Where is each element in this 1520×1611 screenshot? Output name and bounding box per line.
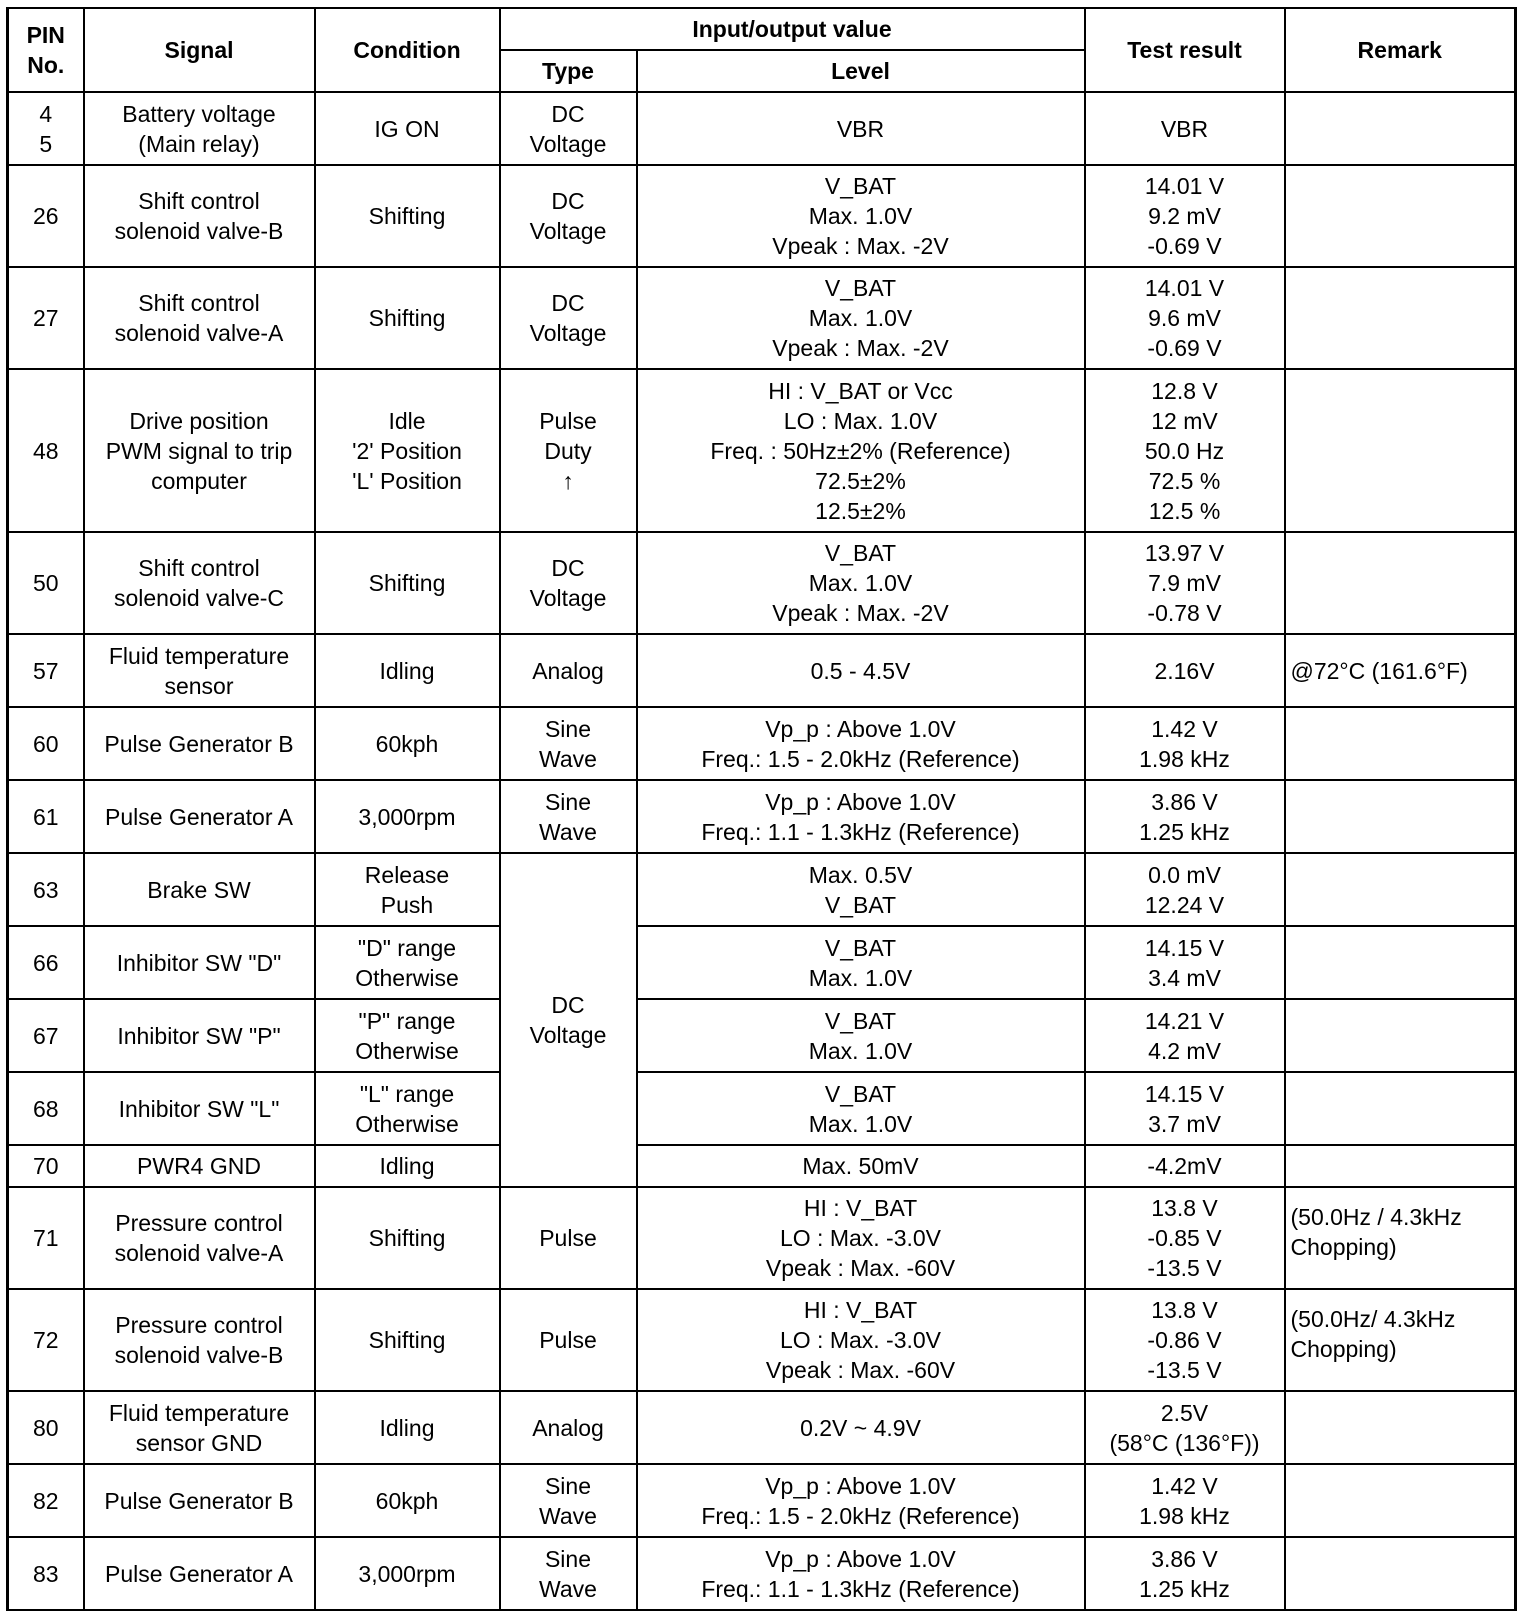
result-cell: 13.97 V 7.9 mV -0.78 V xyxy=(1085,532,1285,634)
level-cell: HI : V_BAT or Vcc LO : Max. 1.0V Freq. : 50Hz±2% (Reference) 72.5±2% 12.5±2% xyxy=(637,369,1085,532)
result-cell: VBR xyxy=(1085,92,1285,165)
table-row xyxy=(8,267,1516,369)
table-row xyxy=(8,1145,1516,1187)
remark-cell xyxy=(1285,165,1516,267)
remark-cell xyxy=(1285,926,1516,999)
pin-cell: 63 xyxy=(8,853,84,926)
table-row xyxy=(8,92,1516,165)
pin-cell: 61 xyxy=(8,780,84,853)
remark-cell xyxy=(1285,999,1516,1072)
pin-cell: 82 xyxy=(8,1464,84,1537)
type-cell: DC Voltage xyxy=(500,165,637,267)
signal-cell: PWR4 GND xyxy=(84,1145,315,1187)
result-cell: 13.8 V -0.85 V -13.5 V xyxy=(1085,1187,1285,1289)
pin-cell: 67 xyxy=(8,999,84,1072)
condition-cell: Release Push xyxy=(315,853,500,926)
signal-cell: Pulse Generator A xyxy=(84,780,315,853)
header-type: Type xyxy=(500,50,637,92)
signal-cell: Shift control solenoid valve-C xyxy=(84,532,315,634)
signal-cell: Inhibitor SW "L" xyxy=(84,1072,315,1145)
pin-cell: 66 xyxy=(8,926,84,999)
condition-cell: Shifting xyxy=(315,1289,500,1391)
type-cell: DC Voltage xyxy=(500,267,637,369)
result-cell: 14.01 V 9.2 mV -0.69 V xyxy=(1085,165,1285,267)
type-cell: Sine Wave xyxy=(500,780,637,853)
result-cell: 14.21 V 4.2 mV xyxy=(1085,999,1285,1072)
level-cell: V_BAT Max. 1.0V xyxy=(637,1072,1085,1145)
remark-cell xyxy=(1285,267,1516,369)
level-cell: 0.2V ~ 4.9V xyxy=(637,1391,1085,1464)
table-row xyxy=(8,1464,1516,1537)
pin-cell: 27 xyxy=(8,267,84,369)
level-cell: HI : V_BAT LO : Max. -3.0V Vpeak : Max. -60V xyxy=(637,1187,1085,1289)
pin-cell: 72 xyxy=(8,1289,84,1391)
signal-cell: Pressure control solenoid valve-B xyxy=(84,1289,315,1391)
result-cell: 1.42 V 1.98 kHz xyxy=(1085,1464,1285,1537)
result-cell: 3.86 V 1.25 kHz xyxy=(1085,780,1285,853)
level-cell: V_BAT Max. 1.0V xyxy=(637,926,1085,999)
result-cell: 14.15 V 3.4 mV xyxy=(1085,926,1285,999)
remark-cell: (50.0Hz/ 4.3kHz Chopping) xyxy=(1285,1289,1516,1391)
type-cell: Pulse xyxy=(500,1289,637,1391)
signal-cell: Inhibitor SW "D" xyxy=(84,926,315,999)
type-cell: DC Voltage xyxy=(500,532,637,634)
table-row xyxy=(8,853,1516,926)
header-level: Level xyxy=(637,50,1085,92)
condition-cell: Shifting xyxy=(315,532,500,634)
table-row xyxy=(8,780,1516,853)
level-cell: Vp_p : Above 1.0V Freq.: 1.1 - 1.3kHz (Reference) xyxy=(637,780,1085,853)
table-row xyxy=(8,1537,1516,1610)
level-cell: VBR xyxy=(637,92,1085,165)
condition-cell: "P" range Otherwise xyxy=(315,999,500,1072)
header-pin-no: PIN No. xyxy=(8,8,84,92)
signal-cell: Pulse Generator B xyxy=(84,707,315,780)
condition-cell: Shifting xyxy=(315,1187,500,1289)
pin-cell: 60 xyxy=(8,707,84,780)
pin-cell: 70 xyxy=(8,1145,84,1187)
result-cell: 2.16V xyxy=(1085,634,1285,707)
type-cell: Pulse xyxy=(500,1187,637,1289)
result-cell: 14.01 V 9.6 mV -0.69 V xyxy=(1085,267,1285,369)
condition-cell: Shifting xyxy=(315,267,500,369)
header-remark: Remark xyxy=(1285,8,1516,92)
remark-cell xyxy=(1285,532,1516,634)
signal-cell: Battery voltage (Main relay) xyxy=(84,92,315,165)
type-cell: DC Voltage xyxy=(500,92,637,165)
table-row xyxy=(8,1391,1516,1464)
condition-cell: 60kph xyxy=(315,1464,500,1537)
pin-cell: 83 xyxy=(8,1537,84,1610)
header-signal: Signal xyxy=(84,8,315,92)
level-cell: HI : V_BAT LO : Max. -3.0V Vpeak : Max. -60V xyxy=(637,1289,1085,1391)
signal-cell: Fluid temperature sensor GND xyxy=(84,1391,315,1464)
result-cell: 0.0 mV 12.24 V xyxy=(1085,853,1285,926)
signal-cell: Inhibitor SW "P" xyxy=(84,999,315,1072)
type-cell: Analog xyxy=(500,1391,637,1464)
remark-cell: @72°C (161.6°F) xyxy=(1285,634,1516,707)
signal-cell: Fluid temperature sensor xyxy=(84,634,315,707)
signal-cell: Brake SW xyxy=(84,853,315,926)
pin-cell: 80 xyxy=(8,1391,84,1464)
condition-cell: 3,000rpm xyxy=(315,1537,500,1610)
remark-cell xyxy=(1285,369,1516,532)
level-cell: V_BAT Max. 1.0V Vpeak : Max. -2V xyxy=(637,267,1085,369)
level-cell: Vp_p : Above 1.0V Freq.: 1.1 - 1.3kHz (Reference) xyxy=(637,1537,1085,1610)
signal-cell: Shift control solenoid valve-A xyxy=(84,267,315,369)
result-cell: 13.8 V -0.86 V -13.5 V xyxy=(1085,1289,1285,1391)
condition-cell: Idling xyxy=(315,1145,500,1187)
condition-cell: Idle '2' Position 'L' Position xyxy=(315,369,500,532)
remark-cell xyxy=(1285,92,1516,165)
remark-cell xyxy=(1285,1464,1516,1537)
remark-cell xyxy=(1285,1391,1516,1464)
remark-cell xyxy=(1285,780,1516,853)
table-row xyxy=(8,532,1516,634)
table-row xyxy=(8,1072,1516,1145)
level-cell: Max. 50mV xyxy=(637,1145,1085,1187)
type-cell: Pulse Duty ↑ xyxy=(500,369,637,532)
pin-cell: 50 xyxy=(8,532,84,634)
condition-cell: Shifting xyxy=(315,165,500,267)
type-cell: Sine Wave xyxy=(500,1464,637,1537)
result-cell: 3.86 V 1.25 kHz xyxy=(1085,1537,1285,1610)
condition-cell: "L" range Otherwise xyxy=(315,1072,500,1145)
pin-cell: 57 xyxy=(8,634,84,707)
signal-cell: Shift control solenoid valve-B xyxy=(84,165,315,267)
pin-cell: 4 5 xyxy=(8,92,84,165)
type-cell: DC Voltage xyxy=(500,853,637,1187)
level-cell: V_BAT Max. 1.0V xyxy=(637,999,1085,1072)
pin-test-table xyxy=(6,7,1517,1611)
type-cell: Sine Wave xyxy=(500,1537,637,1610)
condition-cell: 3,000rpm xyxy=(315,780,500,853)
remark-cell xyxy=(1285,853,1516,926)
result-cell: 1.42 V 1.98 kHz xyxy=(1085,707,1285,780)
table-row xyxy=(8,926,1516,999)
signal-cell: Pulse Generator A xyxy=(84,1537,315,1610)
remark-cell xyxy=(1285,1145,1516,1187)
level-cell: Vp_p : Above 1.0V Freq.: 1.5 - 2.0kHz (Reference) xyxy=(637,707,1085,780)
condition-cell: IG ON xyxy=(315,92,500,165)
table-row xyxy=(8,165,1516,267)
condition-cell: Idling xyxy=(315,634,500,707)
table-row xyxy=(8,634,1516,707)
signal-cell: Drive position PWM signal to trip computer xyxy=(84,369,315,532)
table-row xyxy=(8,369,1516,532)
remark-cell xyxy=(1285,1537,1516,1610)
header-test-result: Test result xyxy=(1085,8,1285,92)
table-row xyxy=(8,707,1516,780)
remark-cell xyxy=(1285,1072,1516,1145)
level-cell: 0.5 - 4.5V xyxy=(637,634,1085,707)
pin-cell: 71 xyxy=(8,1187,84,1289)
result-cell: 2.5V (58°C (136°F)) xyxy=(1085,1391,1285,1464)
signal-cell: Pressure control solenoid valve-A xyxy=(84,1187,315,1289)
result-cell: 12.8 V 12 mV 50.0 Hz 72.5 % 12.5 % xyxy=(1085,369,1285,532)
level-cell: Max. 0.5V V_BAT xyxy=(637,853,1085,926)
result-cell: -4.2mV xyxy=(1085,1145,1285,1187)
pin-cell: 48 xyxy=(8,369,84,532)
level-cell: V_BAT Max. 1.0V Vpeak : Max. -2V xyxy=(637,165,1085,267)
table-row xyxy=(8,999,1516,1072)
table-row xyxy=(8,1187,1516,1289)
remark-cell: (50.0Hz / 4.3kHz Chopping) xyxy=(1285,1187,1516,1289)
type-cell: Analog xyxy=(500,634,637,707)
condition-cell: Idling xyxy=(315,1391,500,1464)
pin-cell: 68 xyxy=(8,1072,84,1145)
result-cell: 14.15 V 3.7 mV xyxy=(1085,1072,1285,1145)
level-cell: V_BAT Max. 1.0V Vpeak : Max. -2V xyxy=(637,532,1085,634)
header-io-value: Input/output value xyxy=(500,8,1085,50)
condition-cell: 60kph xyxy=(315,707,500,780)
table-row xyxy=(8,1289,1516,1391)
condition-cell: "D" range Otherwise xyxy=(315,926,500,999)
level-cell: Vp_p : Above 1.0V Freq.: 1.5 - 2.0kHz (Reference) xyxy=(637,1464,1085,1537)
header-condition: Condition xyxy=(315,8,500,92)
type-cell: Sine Wave xyxy=(500,707,637,780)
remark-cell xyxy=(1285,707,1516,780)
signal-cell: Pulse Generator B xyxy=(84,1464,315,1537)
pin-cell: 26 xyxy=(8,165,84,267)
